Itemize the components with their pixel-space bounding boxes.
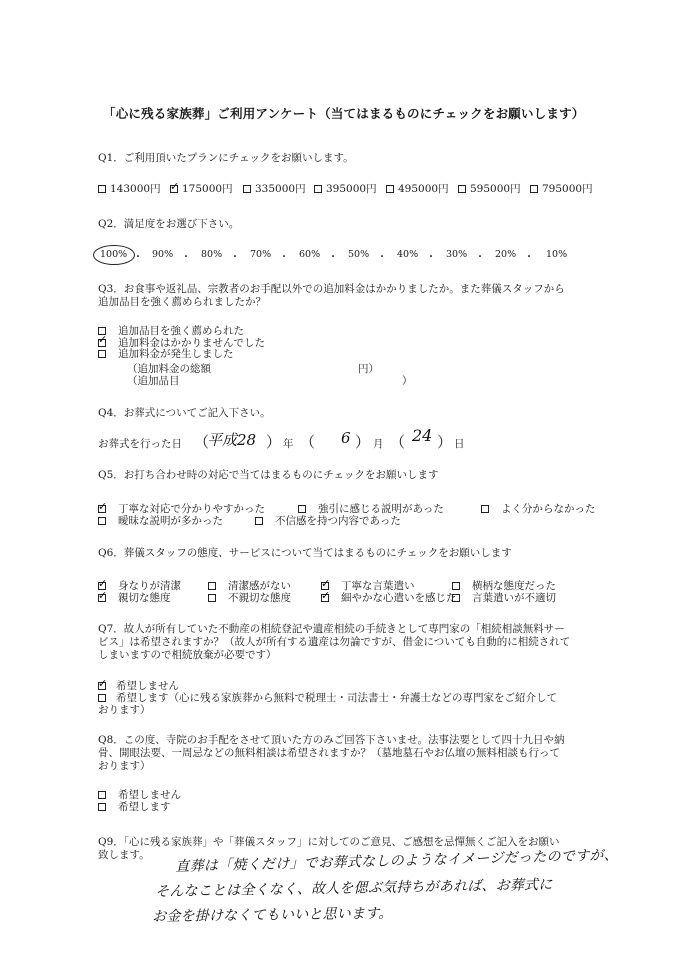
q5-option-label: 不信感を持つ内容であった	[275, 515, 401, 527]
q8-option[interactable]	[98, 801, 171, 813]
q3-option-label: 追加品目を強く薦められた	[118, 325, 244, 337]
q7-question-line1: Q7．故人が所有していた不動産の相続登記や遺産相続の手続きとして専門家の「相続相談無料サー	[98, 623, 565, 635]
q3-option-label: 追加料金はかかりませんでした	[118, 336, 265, 349]
q3-option[interactable]	[98, 349, 234, 361]
q2-question: Q2．満足度をお選び下さい。	[98, 218, 240, 230]
q7-option-yes[interactable]	[98, 690, 557, 705]
q2-scale-separator: ・	[181, 252, 191, 263]
q4-day-close-paren: ）	[437, 433, 453, 451]
q6-option-label: 清潔感がない	[228, 580, 291, 592]
q1-plan-option[interactable]	[170, 181, 233, 196]
q2-scale-item[interactable]: 10%	[546, 249, 568, 260]
q3-items-label: （追加品目	[127, 375, 180, 387]
q9-question-line2: 致します。	[98, 849, 150, 861]
q1-plan-option-checkbox[interactable]	[386, 185, 394, 193]
q1-plan-option-label: 143000円	[110, 183, 161, 195]
q2-scale-item[interactable]: 100%	[100, 249, 128, 260]
q6-option-label: 身なりが清潔	[118, 580, 181, 592]
q4-date-label: お葬式を行った日	[98, 438, 182, 450]
q2-scale-separator: ・	[426, 252, 436, 263]
q8-question-line2: 骨、開眼法要、一周忌などの無料相談は希望されますか？（墓地墓石やお仏壇の無料相談も行って	[98, 747, 560, 759]
q6-option[interactable]	[98, 590, 171, 605]
q1-plan-option-label: 495000円	[398, 183, 449, 195]
q3-total-label: （追加料金の総額	[127, 363, 211, 375]
q1-plan-option[interactable]	[530, 181, 593, 196]
q1-question: Q1．ご利用頂いたプランにチェックをお願いします。	[98, 152, 354, 164]
q5-option-checkbox[interactable]	[255, 517, 263, 525]
survey-title: 「心に残る家族葬」ご利用アンケート（当てはまるものにチェックをお願いします）	[103, 106, 585, 121]
q6-option[interactable]	[321, 590, 457, 605]
q2-scale-item[interactable]: 80%	[201, 249, 223, 260]
q2-scale-item[interactable]: 40%	[397, 249, 419, 260]
q8-option-label: 希望しません	[118, 789, 181, 801]
q3-question-line1: Q3．お食事や返礼品、宗教者のお手配以外での追加料金はかかりましたか。また葬儀スタッフから	[98, 283, 565, 295]
q8-options	[98, 789, 181, 813]
q5-option-label: 丁寧な対応で分かりやすかった	[118, 503, 265, 515]
q2-scale-separator: ・	[133, 252, 143, 263]
q4-day-open-paren: （	[390, 433, 406, 451]
q3-option-label: 追加料金が発生しました	[118, 348, 234, 360]
q1-plan-option-label: 335000円	[255, 183, 306, 195]
q6-option-checkbox[interactable]	[98, 594, 106, 602]
q7-yes-label-cont: おります）	[98, 704, 151, 716]
q1-plan-option-checkbox[interactable]	[243, 185, 251, 193]
q7-question-line2: ビス」は希望されますか？（故人が所有する遺産は勿論ですが、借金についても自動的に相続されて	[98, 636, 571, 648]
q3-items-close: ）	[402, 375, 413, 387]
q6-option-label: 細やかな心遣いを感じた	[341, 592, 457, 604]
q2-scale-separator: ・	[524, 252, 534, 263]
q1-plan-option[interactable]	[243, 181, 306, 196]
q6-option-checkbox[interactable]	[452, 582, 460, 590]
q1-plan-option-checkbox[interactable]	[458, 185, 466, 193]
q1-plan-option-checkbox[interactable]	[98, 185, 106, 193]
q7-question-line3: しまいますので相続放棄が必要です）	[98, 649, 277, 661]
q6-question: Q6．葬儀スタッフの態度、サービスについて当てはまるものにチェックをお願いします	[98, 547, 512, 559]
q2-scale-item[interactable]: 60%	[299, 249, 321, 260]
q8-question-line1: Q8．この度、寺院のお手配をさせて頂いた方のみご回答下さいませ。法事法要として四十九日や納	[98, 734, 565, 746]
q3-option-checkbox[interactable]	[98, 350, 106, 358]
q2-scale-item[interactable]: 70%	[250, 249, 272, 260]
q9-answer-line3: お金を掛けなくてもいいと思います。	[152, 905, 393, 925]
q4-month-handwritten: 6	[341, 429, 351, 447]
q5-question: Q5．お打ち合わせ時の対応で当てはまるものにチェックをお願いします	[98, 469, 439, 481]
q7-yes-checkbox[interactable]	[98, 694, 106, 702]
q1-plan-option[interactable]	[98, 181, 161, 196]
q1-plan-option-label: 595000円	[470, 183, 521, 195]
q3-total-unit: 円）	[358, 363, 379, 375]
q6-option-label: 横柄な態度だった	[472, 580, 556, 592]
q2-scale-separator: ・	[279, 252, 289, 263]
q5-option-checkbox[interactable]	[298, 505, 306, 513]
q1-plan-option[interactable]	[314, 181, 377, 196]
q5-option-checkbox[interactable]	[98, 505, 106, 513]
q7-no-checkbox[interactable]	[98, 682, 106, 690]
q6-option-checkbox[interactable]	[208, 582, 216, 590]
q1-plan-option-checkbox[interactable]	[170, 185, 178, 193]
q8-question-line3: おります）	[98, 760, 151, 772]
q4-era-handwritten: 平成28	[207, 431, 257, 449]
q2-satisfaction-scale	[96, 249, 596, 263]
q6-option-checkbox[interactable]	[452, 594, 460, 602]
q5-option[interactable]	[98, 513, 223, 528]
q2-scale-separator: ・	[328, 252, 338, 263]
q5-option-label: よく分からなかった	[501, 503, 596, 515]
q3-option-checkbox[interactable]	[98, 339, 106, 347]
q4-question: Q4．お葬式についてご記入下さい。	[98, 407, 271, 419]
q4-month-open-paren: （	[300, 433, 316, 451]
q7-yes-label: 希望します（心に残る家族葬から無料で税理士・司法書士・弁護士などの専門家をご紹介して	[116, 692, 557, 704]
q2-scale-separator: ・	[230, 252, 240, 263]
q6-option-label: 言葉遣いが不適切	[472, 592, 556, 604]
q4-day-unit: 日	[454, 438, 465, 450]
q8-option-label: 希望します	[118, 801, 171, 813]
q6-option[interactable]	[208, 590, 291, 605]
q6-option-label: 親切な態度	[118, 592, 171, 604]
q2-scale-item[interactable]: 30%	[446, 249, 468, 260]
q6-option[interactable]	[452, 590, 556, 605]
q5-option-checkbox[interactable]	[98, 517, 106, 525]
q4-era-close-paren: ）	[266, 433, 282, 451]
q7-no-label: 希望しません	[116, 680, 179, 692]
q9-answer-line1: 直葬は「焼くだけ」でお葬式なしのようなイメージだったのですが、	[175, 847, 619, 875]
q6-option-label: 丁寧な言葉遣い	[341, 580, 415, 592]
q2-selected-circle	[93, 245, 135, 265]
q8-option[interactable]	[98, 789, 181, 801]
q4-month-unit: 月	[373, 438, 384, 450]
q9-question-line1: Q9．「心に残る家族葬」や「葬儀スタッフ」に対してのご意見、ご感想を忌憚無くご記入をお願い	[98, 836, 560, 848]
q5-option-checkbox[interactable]	[481, 505, 489, 513]
q4-day-handwritten: 24	[412, 426, 433, 445]
q1-plan-option-checkbox[interactable]	[314, 185, 322, 193]
q5-option-label: 曖昧な説明が多かった	[118, 515, 223, 527]
q1-plan-option-label: 175000円	[182, 183, 233, 195]
q3-options	[98, 326, 265, 361]
q2-scale-separator: ・	[475, 252, 485, 263]
q2-scale-item[interactable]: 50%	[348, 249, 370, 260]
q1-plan-option-label: 395000円	[326, 183, 377, 195]
q1-plan-option[interactable]	[458, 181, 521, 196]
q6-option-checkbox[interactable]	[321, 594, 329, 602]
q1-plan-option[interactable]	[386, 181, 449, 196]
q3-question-line2: 追加品目を強く薦められましたか？	[98, 296, 266, 308]
q5-option[interactable]	[255, 513, 401, 528]
q9-answer-line2: そんなことは全くなく、故人を偲ぶ気持ちがあれば、お葬式に	[155, 877, 553, 900]
q6-option-label: 不親切な態度	[228, 592, 291, 604]
q2-scale-separator: ・	[377, 252, 387, 263]
q4-year-unit: 年	[283, 438, 294, 450]
q4-era-open-paren: （	[194, 433, 210, 451]
q8-option-checkbox[interactable]	[98, 803, 106, 811]
q5-option[interactable]	[481, 501, 596, 516]
q2-scale-item[interactable]: 90%	[152, 249, 174, 260]
q4-month-close-paren: ）	[355, 433, 371, 451]
q6-option-checkbox[interactable]	[208, 594, 216, 602]
q8-option-checkbox[interactable]	[98, 791, 106, 799]
q5-option-label: 強引に感じる説明があった	[318, 503, 444, 515]
q1-plan-option-label: 795000円	[542, 183, 593, 195]
q1-plan-option-checkbox[interactable]	[530, 185, 538, 193]
q2-scale-item[interactable]: 20%	[495, 249, 517, 260]
